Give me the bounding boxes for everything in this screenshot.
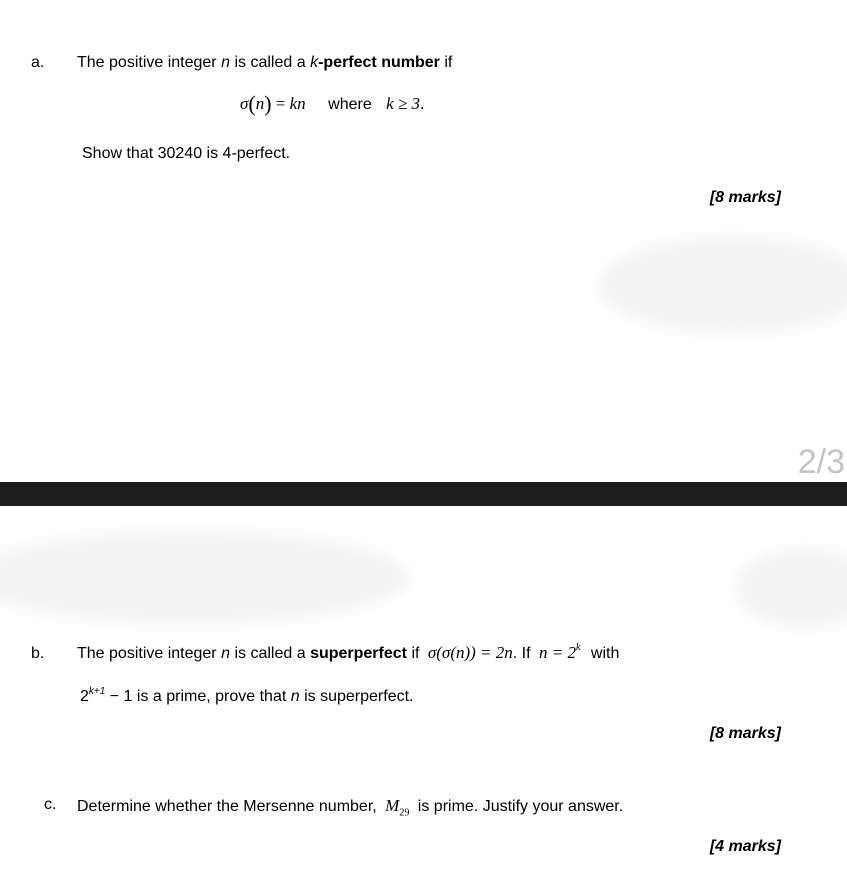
question-a-line1: The positive integer n is called a k-perfect number if (77, 54, 453, 71)
divider-band (0, 482, 847, 506)
question-c-letter: c. (44, 796, 57, 813)
question-b-letter: b. (31, 645, 45, 662)
background-smudge (0, 530, 410, 625)
question-c-marks: [4 marks] (709, 838, 781, 855)
question-a-task: Show that 30240 is 4-perfect. (82, 145, 291, 162)
background-smudge (735, 548, 847, 628)
question-a-formula: σ(n) = kn where k ≥ 3. (240, 91, 425, 116)
question-c-text: Determine whether the Mersenne number, $M_{29}$ is prime. Justify your answer. (77, 796, 624, 819)
question-b-line2: $2^{k+1} - 1$ is a prime, prove that n is superperfect. (80, 685, 414, 705)
question-a-marks: [8 marks] (709, 189, 781, 206)
background-smudge (598, 236, 847, 334)
question-b-line1: The positive integer n is called a superperfect if σ(σ(n)) = 2n. If $n = 2^k$ with (77, 642, 620, 662)
question-b-marks: [8 marks] (709, 725, 781, 742)
page-number: 2/3 (797, 443, 845, 481)
question-a-letter: a. (31, 54, 45, 71)
